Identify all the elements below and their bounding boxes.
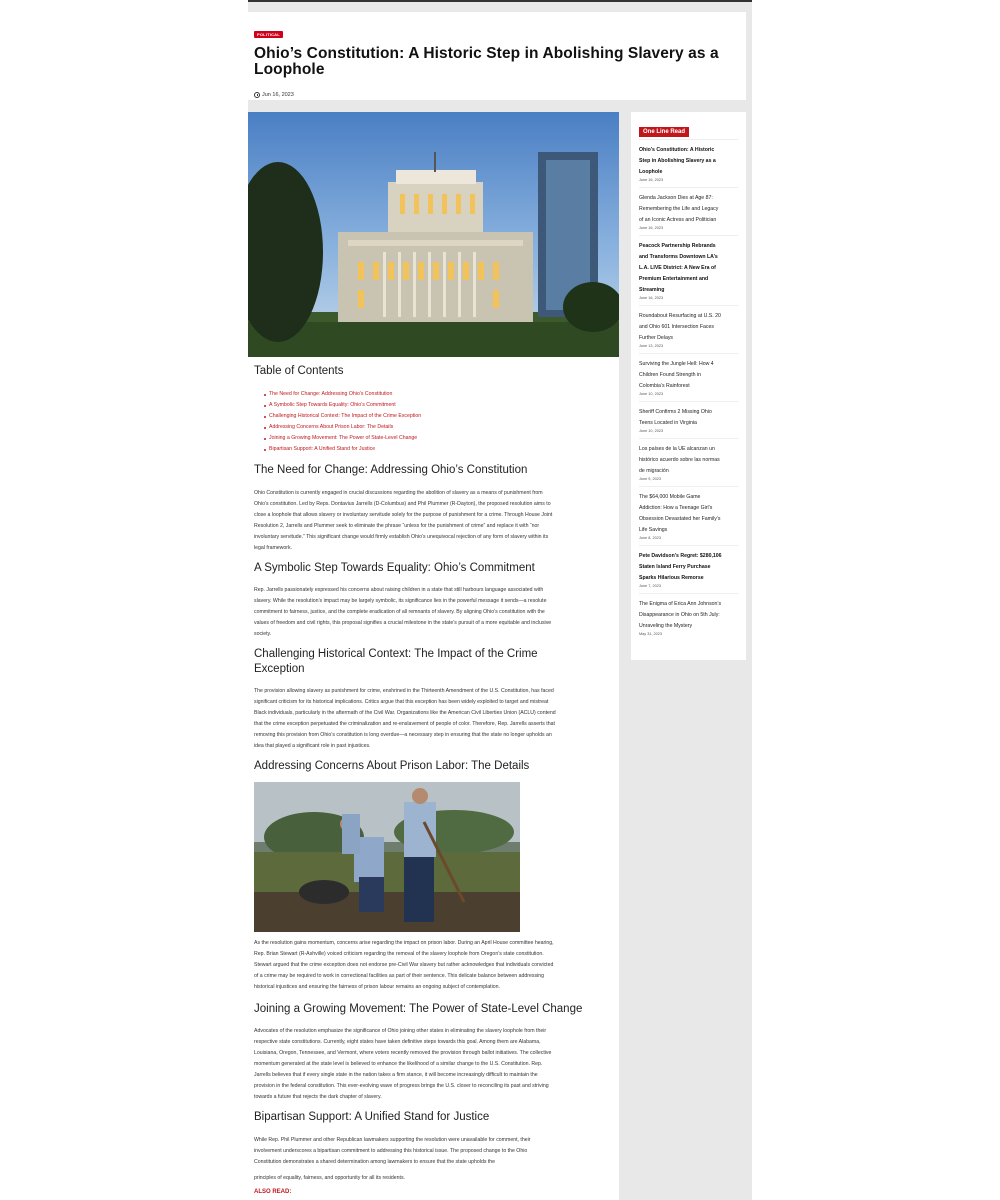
- section-heading: Addressing Concerns About Prison Labor: The Details: [254, 760, 530, 772]
- paragraph-line: involvement underscores a bipartisan commitment to addressing this historical issue. The proposed change to the Ohio: [254, 1147, 528, 1154]
- post-title-line[interactable]: Sparks Hilarious Remorse: [639, 575, 704, 581]
- post-title-line[interactable]: Unraveling the Mystery: [639, 623, 693, 629]
- section-paragraph: [254, 1026, 613, 1103]
- sidebar-post[interactable]: [639, 546, 738, 594]
- one-line-read-widget: [631, 112, 746, 660]
- paragraph-line: idea that played a significant role in past injustices.: [254, 743, 371, 749]
- paragraph-line: close a loophole that allows slavery or involuntary servitude solely for the purpose of punishment for a crime. Through House Joint: [254, 511, 553, 518]
- category-badge[interactable]: POLITICAL: [254, 31, 283, 38]
- section-paragraph: [254, 488, 613, 554]
- paragraph-line: Jarrells believes that if every single state in the nation takes a firm stance, it will become increasingly difficult to maintain the: [254, 1072, 538, 1078]
- post-date: June 10, 2023: [639, 392, 664, 396]
- section-heading: The Need for Change: Addressing Ohio’s Constitution: [254, 464, 528, 476]
- sidebar-post[interactable]: [639, 306, 738, 354]
- paragraph-line: values of freedom and civil rights, this proposal signifies a crucial milestone in the state’s pursuit of a more equitable and inclusive: [254, 620, 552, 626]
- hero-image-ohio-statehouse: [248, 112, 619, 357]
- paragraph-line: respective state constitutions. Currently, eight states have taken definitive steps towards this goal. Among them are Alabama,: [254, 1039, 541, 1045]
- paragraph-line: Resolution 2, Jarrells and Plummer seek to eliminate the phrase “unless for the punishment of crime” and replace it with “nor: [254, 522, 540, 529]
- paragraph-line: commitment to fairness, justice, and the complete eradication of all remnants of slavery. By aligning Ohio’s constitution with the: [254, 609, 545, 615]
- paragraph-line: that the crime exception perpetuated the criminalization and re-enslavement of people of color. Therefore, Rep. Jarrells asserts that: [254, 721, 555, 727]
- paragraph-line: momentum generated at the state level is believed to enhance the likelihood of a similar change to the U.S. Constitution. Rep.: [254, 1061, 543, 1067]
- post-title-line[interactable]: Glenda Jackson Dies at Age 87:: [639, 195, 713, 201]
- paragraph-line: slavery. While the resolution’s impact may be largely symbolic, its significance lies in the powerful message it sends—a resolute: [254, 598, 547, 604]
- paragraph-line: As the resolution gains momentum, concerns arise regarding the impact on prison labor. During an April House committee hearing,: [254, 939, 554, 946]
- paragraph-line: Ohio’s constitution. Led by Reps. Dontavius Jarrells (D-Columbus) and Phil Plummer (R-Dayton), the proposed resolution aims to: [254, 500, 551, 507]
- paragraph-line: Rep. Jarrells passionately expressed his concerns about raising children in a state that still harbours language associated with: [254, 587, 544, 593]
- paragraph-line: principles of equality, fairness, and opportunity for all its residents.: [254, 1174, 405, 1181]
- toc-link[interactable]: Joining a Growing Movement: The Power of State-Level Change: [264, 433, 613, 444]
- top-border: [248, 0, 752, 2]
- paragraph-line: While Rep. Phil Plummer and other Republican lawmakers supporting the resolution were unavailable for comment, their: [254, 1136, 531, 1143]
- paragraph-line: significant criticism for its historical implications. Critics argue that this exception has been widely exploited to target and mistreat: [254, 699, 549, 705]
- post-title-line[interactable]: and Transforms Downtown LA’s: [639, 254, 718, 260]
- table-of-contents: [264, 389, 613, 455]
- toc-link[interactable]: The Need for Change: Addressing Ohio’s Constitution: [264, 389, 613, 400]
- statehouse-illustration: [248, 112, 619, 357]
- toc-link[interactable]: Challenging Historical Context: The Impact of the Crime Exception: [264, 411, 613, 422]
- paragraph-line: of a crime may be required to work in correctional facilities as part of their sentence. This delicate balance between addressing: [254, 972, 544, 979]
- post-title-line[interactable]: Addiction: How a Teenage Girl’s: [639, 505, 713, 511]
- article-body: [248, 112, 619, 1200]
- paragraph-line: Black individuals, particularly in the aftermath of the Civil War. Organizations like the American Civil Liberties Union (ACLU) contend: [254, 710, 556, 716]
- post-title-line[interactable]: L.A. LIVE District: A New Era of: [639, 265, 716, 271]
- section-paragraph: [254, 1135, 613, 1168]
- post-title-line[interactable]: Loophole: [639, 169, 663, 175]
- section-paragraph: [254, 938, 613, 993]
- post-title-line[interactable]: Staten Island Ferry Purchase: [639, 564, 711, 570]
- post-title-line[interactable]: Los países de la UE alcanzan un: [639, 446, 715, 452]
- article-title: Ohio’s Constitution: A Historic Step in Abolishing Slavery as a Loophole: [254, 45, 719, 78]
- post-date: June 16, 2023: [639, 226, 664, 230]
- article-header: [248, 12, 746, 100]
- section-heading: A Symbolic Step Towards Equality: Ohio’s Commitment: [254, 561, 535, 574]
- paragraph-line: Louisiana, Oregon, Tennessee, and Vermont, where voters recently removed the provision through ballot initiatives. The collective: [254, 1050, 552, 1056]
- post-title-line[interactable]: Colombia’s Rainforest: [639, 383, 690, 389]
- paragraph-line: historical injustices and ensuring the fairness of prison labour remains an ongoing subject of contemplation.: [254, 983, 500, 990]
- post-title-line[interactable]: Surviving the Jungle Hell: How 4: [639, 361, 714, 367]
- post-title-line[interactable]: and Ohio 601 Intersection Faces: [639, 324, 714, 330]
- post-title-line[interactable]: Disappearance in Ohio on 5th July:: [639, 612, 720, 618]
- post-date: June 16, 2023: [639, 296, 664, 300]
- section-paragraph: [254, 585, 613, 640]
- post-title-line[interactable]: Further Delays: [639, 335, 674, 341]
- post-date: May 31, 2023: [639, 632, 663, 636]
- prison-labor-photo: [254, 782, 520, 932]
- toc-title: Table of Contents: [254, 365, 344, 377]
- post-title-line[interactable]: of an Iconic Actress and Politician: [639, 217, 717, 223]
- post-title-line[interactable]: de migración: [639, 468, 669, 474]
- post-date: June 16, 2023: [639, 178, 664, 182]
- paragraph-line: Stewart argued that the crime exception does not endorse pre-Civil War slavery but rather acknowledges that individuals convicted: [254, 961, 554, 968]
- toc-link[interactable]: A Symbolic Step Towards Equality: Ohio’s Commitment: [264, 400, 613, 411]
- paragraph-line: society.: [254, 631, 272, 637]
- post-date: June 9, 2023: [639, 477, 661, 481]
- sidebar-post[interactable]: [639, 236, 738, 306]
- paragraph-line: provision in the federal constitution. This ever-evolving wave of progress brings the U.S. closer to reconciling its past and striving: [254, 1083, 549, 1089]
- clock-icon: [254, 92, 260, 98]
- section-heading-line: Challenging Historical Context: The Impact of the Crime: [254, 648, 538, 660]
- post-title-line[interactable]: Children Found Strength in: [639, 372, 701, 378]
- paragraph-line: Advocates of the resolution emphasize the significance of Ohio joining other states in eliminating the slavery loophole from their: [254, 1028, 547, 1034]
- post-date: June 7, 2023: [639, 584, 661, 588]
- paragraph-line: involuntary servitude.” This significant change would firmly establish Ohio’s unequivocal rejection of any form of slavery within its: [254, 533, 549, 540]
- post-title-line[interactable]: The $64,000 Mobile Game: [639, 494, 701, 500]
- post-date: June 10, 2023: [639, 429, 664, 433]
- paragraph-line: The provision allowing slavery as punishment for crime, enshrined in the Thirteenth Amendment of the U.S. Constitution, has faced: [254, 688, 554, 694]
- post-date: June 8, 2023: [639, 536, 661, 540]
- article-date: [254, 92, 740, 98]
- sidebar-post[interactable]: [639, 354, 738, 402]
- post-title-line[interactable]: Obsession Devastated her Family’s: [639, 516, 721, 522]
- post-title-line[interactable]: Sheriff Confirms 2 Missing Ohio: [639, 409, 712, 415]
- sidebar-post[interactable]: [639, 402, 738, 439]
- section-heading-line: Exception: [254, 662, 305, 675]
- post-title-line[interactable]: Step in Abolishing Slavery as a: [639, 158, 716, 164]
- toc-link[interactable]: Addressing Concerns About Prison Labor: The Details: [264, 422, 613, 433]
- article-date-text: Jun 16, 2023: [262, 92, 294, 98]
- also-read-label: ALSO READ:: [254, 1188, 292, 1195]
- section-heading: Joining a Growing Movement: The Power of State-Level Change: [254, 1002, 583, 1015]
- post-title-line[interactable]: Premium Entertainment and: [639, 276, 709, 282]
- prison-labor-illustration: [254, 782, 520, 932]
- post-title-line[interactable]: Streaming: [639, 287, 665, 293]
- toc-link[interactable]: Bipartisan Support: A Unified Stand for Justice: [264, 444, 613, 455]
- post-date: June 13, 2023: [639, 344, 664, 348]
- section-heading: [254, 647, 613, 676]
- sidebar-post[interactable]: [639, 487, 738, 546]
- post-title-line[interactable]: Remembering the Life and Legacy: [639, 206, 719, 212]
- post-title-line[interactable]: Peacock Partnership Rebrands: [639, 243, 716, 249]
- post-title-line[interactable]: histórico acuerdo sobre las normas: [639, 457, 720, 463]
- section-paragraph: [254, 686, 613, 752]
- post-title-line[interactable]: The Enigma of Erica Ann Johnson’s: [639, 601, 722, 607]
- paragraph-line: Ohio Constitution is currently engaged in crucial discussions regarding the abolition of slavery as a means of punishment from: [254, 489, 543, 496]
- paragraph-line: Constitution demonstrates a shared determination among lawmakers to ensure that the state upholds the: [254, 1158, 496, 1165]
- paragraph-line: towards a future that rejects the dark chapter of slavery.: [254, 1094, 382, 1100]
- post-title-line[interactable]: Pete Davidson’s Regret: $280,106: [639, 553, 722, 559]
- section-heading: Bipartisan Support: A Unified Stand for Justice: [254, 1111, 490, 1123]
- post-title-line[interactable]: Teens Located in Virginia: [639, 420, 697, 426]
- paragraph-line: Rep. Brian Stewart (R-Ashville) voiced criticism regarding the removal of the slavery loophole from Oregon’s state constitution.: [254, 950, 544, 957]
- widget-title: One Line Read: [639, 127, 689, 137]
- sidebar-post[interactable]: [639, 594, 738, 641]
- post-title-line[interactable]: Roundabout Resurfacing at U.S. 20: [639, 313, 721, 319]
- sidebar-post[interactable]: [639, 140, 738, 188]
- sidebar-post[interactable]: [639, 439, 738, 487]
- paragraph-line: legal framework.: [254, 544, 293, 551]
- sidebar-post[interactable]: [639, 188, 738, 236]
- post-title-line[interactable]: Life Savings: [639, 527, 668, 533]
- post-title-line[interactable]: Ohio’s Constitution: A Historic: [639, 147, 715, 153]
- paragraph-line: removing this provision from Ohio’s constitution is long overdue—a necessary step in ensuring that the state no longer upholds an: [254, 732, 552, 738]
